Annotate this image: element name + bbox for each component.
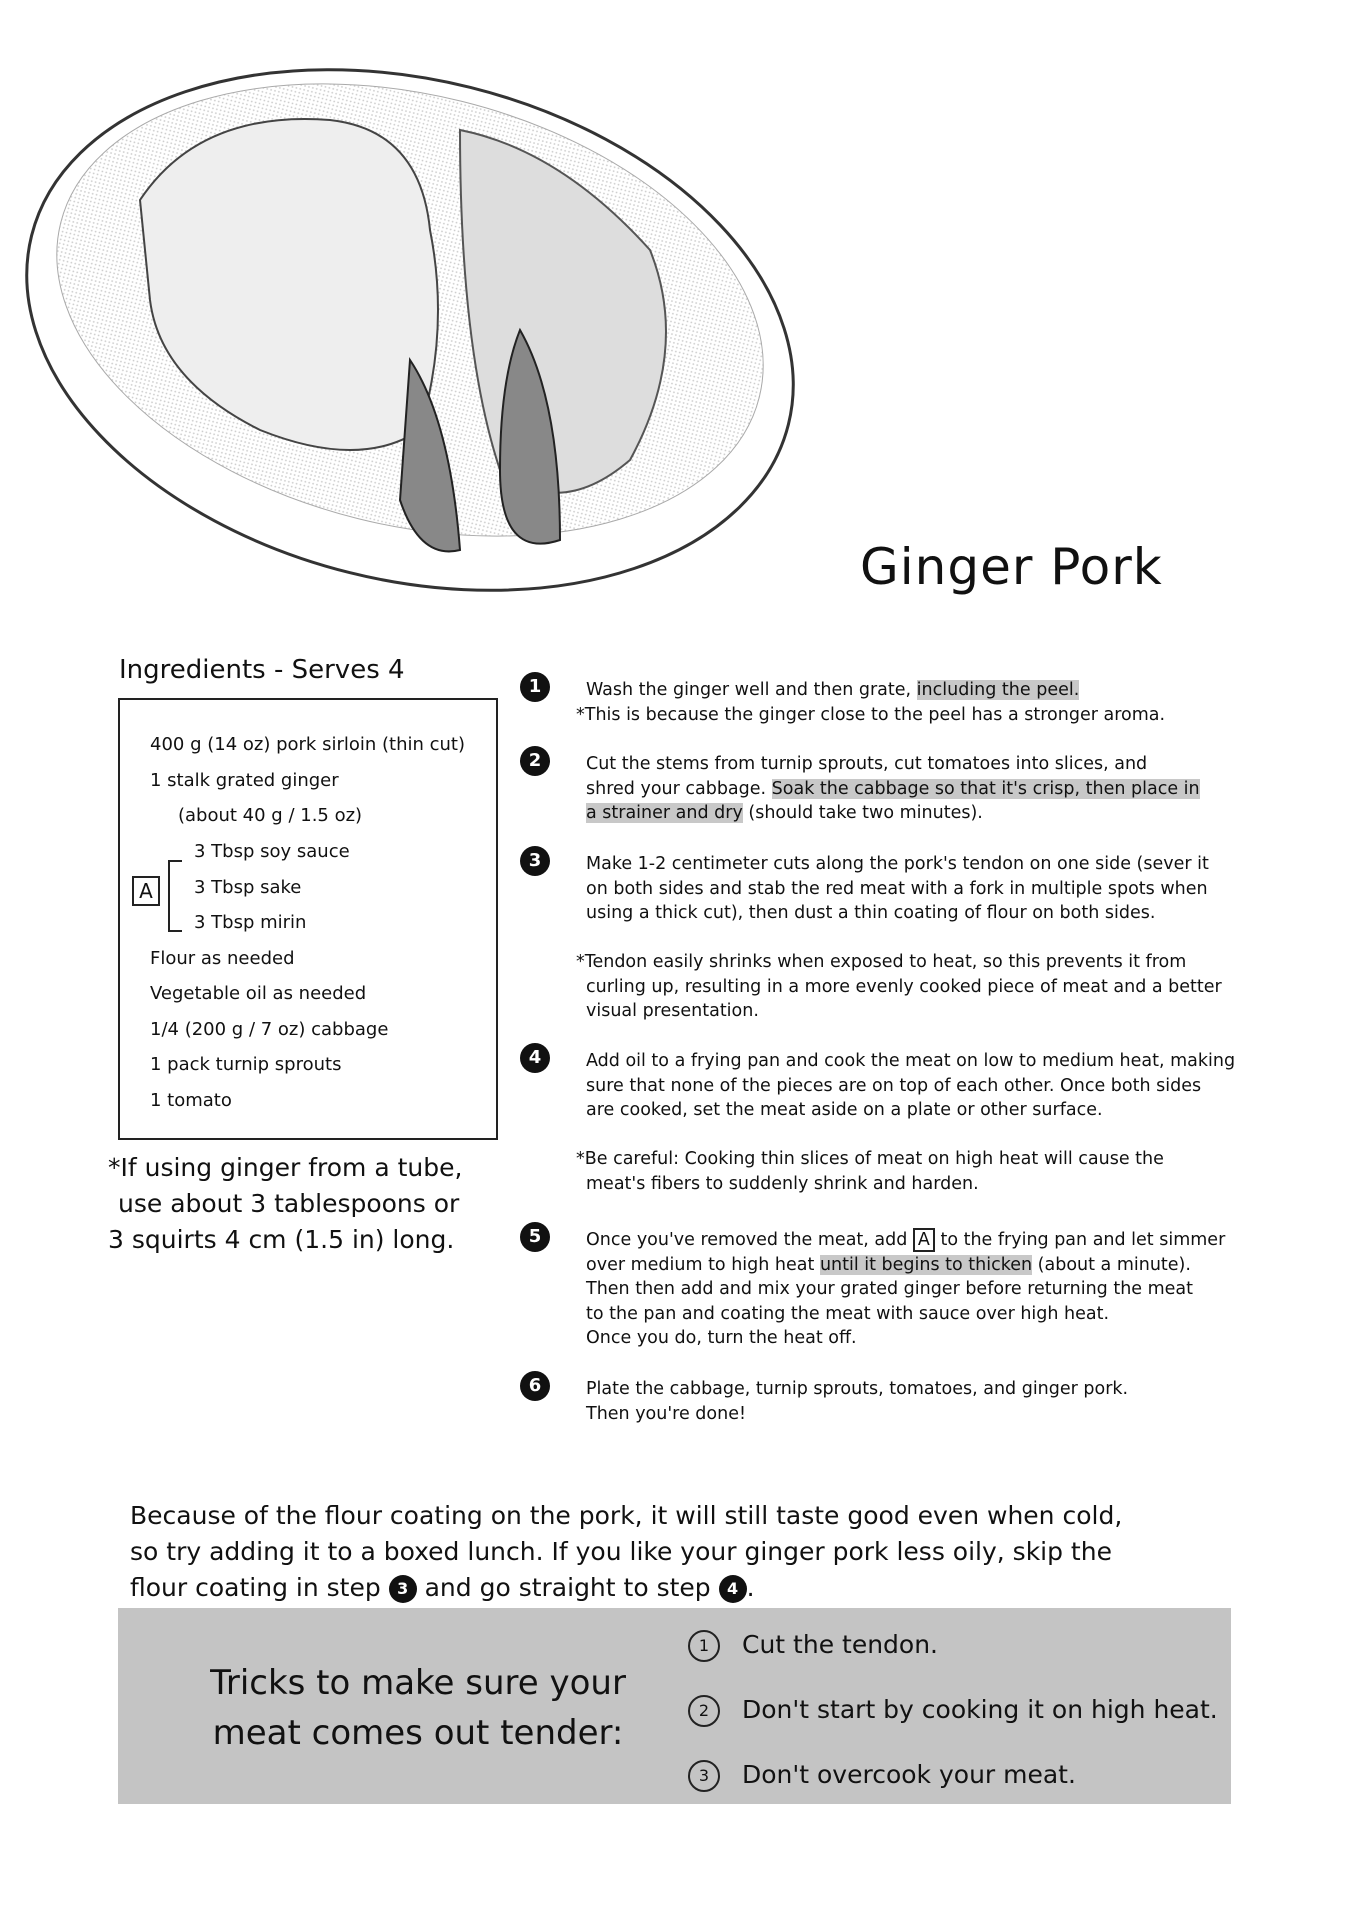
step-number: 2: [520, 746, 550, 776]
ingredient-item: 3 Tbsp sake: [194, 877, 302, 898]
group-bracket: [168, 860, 182, 932]
trick-item: 3 Don't overcook your meat.: [688, 1760, 1076, 1792]
ingredient-item: (about 40 g / 1.5 oz): [178, 805, 363, 826]
ginger-footnote: [108, 1150, 462, 1258]
ingredient-item: 1 tomato: [150, 1090, 232, 1111]
step-text: Once you've removed the meat, add A to the frying pan and let simmer over medium to high heat until it begins to thicken (about a minute). Then then add and mix your grated ginger before returning the meat to the pan and coating the meat with sauce over high heat. Once you do, turn the heat off.: [586, 1230, 1226, 1348]
tip-paragraph: Because of the flour coating on the pork, it will still taste good even when cold, so try adding it to a boxed lunch. If you like your ginger pork less oily, skip the flour coating in step 3 and go straight to step 4 .: [130, 1501, 1123, 1602]
ingredient-item: Flour as needed: [150, 948, 295, 969]
step-note: *Tendon easily shrinks when exposed to heat, so this prevents it from curling up, resulting in a more evenly cooked piece of meat and a better visual presentation.: [576, 952, 1222, 1021]
ingredients-box: [118, 698, 498, 1140]
step-ref: 3: [389, 1575, 417, 1603]
footnote-line: 3 squirts 4 cm (1.5 in) long.: [108, 1225, 455, 1254]
ingredient-item: 1 pack turnip sprouts: [150, 1054, 342, 1075]
group-a-label: A: [132, 876, 160, 906]
step-number: 6: [520, 1371, 550, 1401]
step-text: Plate the cabbage, turnip sprouts, tomatoes, and ginger pork. Then you're done!: [586, 1379, 1129, 1424]
ingredient-item: 400 g (14 oz) pork sirloin (thin cut): [150, 734, 465, 755]
ingredient-item: 3 Tbsp mirin: [194, 912, 307, 933]
step-note: *Be careful: Cooking thin slices of meat on high heat will cause the meat's fibers to suddenly shrink and harden.: [576, 1149, 1164, 1194]
trick-item: 2 Don't start by cooking it on high heat.: [688, 1695, 1218, 1727]
tricks-heading: Tricks to make sure your meat comes out tender:: [210, 1663, 626, 1753]
step-number: 4: [520, 1043, 550, 1073]
step-number: 3: [520, 846, 550, 876]
recipe-title: Ginger Pork: [860, 538, 1163, 596]
group-a-label: A: [913, 1228, 935, 1252]
trick-item: 1 Cut the tendon.: [688, 1630, 938, 1662]
ginger-pork-illustration: [0, 0, 820, 630]
step-text: Cut the stems from turnip sprouts, cut tomatoes into slices, and shred your cabbage. Soak the cabbage so that it's crisp, then place in a strainer and dry (should take two minutes).: [586, 754, 1200, 823]
tricks-box: [118, 1608, 1231, 1804]
step-number: 5: [520, 1222, 550, 1252]
footnote-line: use about 3 tablespoons or: [118, 1189, 460, 1218]
footnote-line: *If using ginger from a tube,: [108, 1153, 463, 1182]
ingredients-heading: Ingredients - Serves 4: [119, 655, 405, 685]
ingredient-item: Vegetable oil as needed: [150, 983, 367, 1004]
ingredient-item: 3 Tbsp soy sauce: [194, 841, 350, 862]
step-text: Add oil to a frying pan and cook the meat on low to medium heat, making sure that none of the pieces are on top of each other. Once both sides are cooked, set the meat aside on a plate or other surface.: [586, 1051, 1236, 1120]
ingredient-item: 1 stalk grated ginger: [150, 770, 339, 791]
step-text: Make 1-2 centimeter cuts along the pork's tendon on one side (sever it on both sides and stab the red meat with a fork in multiple spots when using a thick cut), then dust a thin coating of flour on both sides.: [586, 854, 1209, 923]
ingredient-item: 1/4 (200 g / 7 oz) cabbage: [150, 1019, 389, 1040]
step-number: 1: [520, 672, 550, 702]
step-text: Wash the ginger well and then grate, including the peel.: [586, 680, 1080, 700]
step-ref: 4: [719, 1575, 747, 1603]
step-note: *This is because the ginger close to the peel has a stronger aroma.: [576, 705, 1166, 725]
